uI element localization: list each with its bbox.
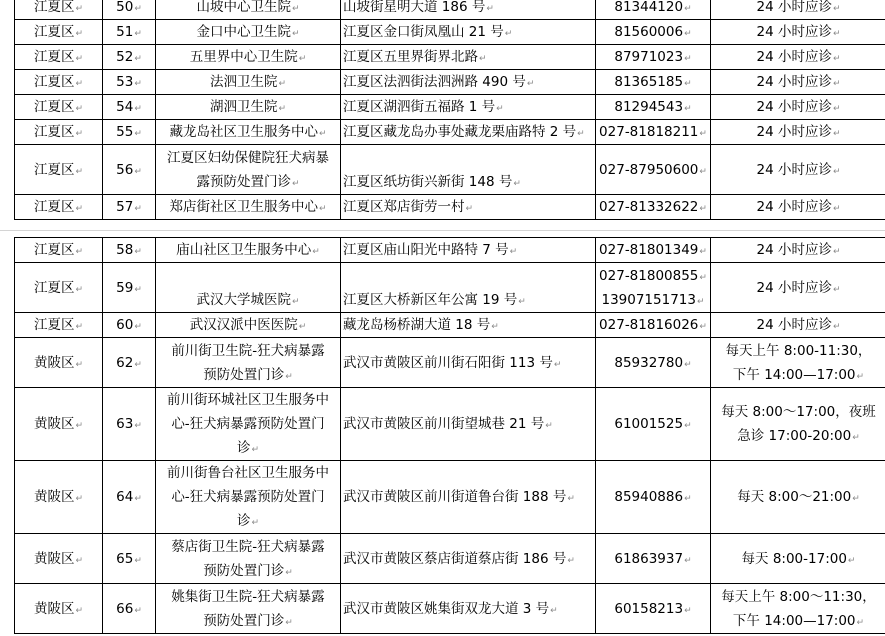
table-row [15, 195, 885, 220]
address-cell: 武汉市黄陂区前川街道鲁台街 188 号↵ [341, 461, 596, 534]
number-cell: 63↵ [103, 388, 156, 461]
district-cell: 黄陂区↵ [15, 388, 103, 461]
phone-cell: 85932780↵ [596, 338, 711, 388]
clinic-name-cell: 郑店街社区卫生服务中心↵ [156, 195, 341, 220]
district-cell: 江夏区↵ [15, 195, 103, 220]
phone-cell: 81365185↵ [596, 70, 711, 95]
address-cell: 武汉市黄陂区前川街望城巷 21 号↵ [341, 388, 596, 461]
phone-cell: 027-81332622↵ [596, 195, 711, 220]
clinic-name-cell: 法泗卫生院↵ [156, 70, 341, 95]
phone-cell: 60158213↵ [596, 584, 711, 634]
number-cell: 53↵ [103, 70, 156, 95]
table-row [15, 0, 885, 20]
address-cell: 江夏区郑店街劳一村↵ [341, 195, 596, 220]
number-cell: 57↵ [103, 195, 156, 220]
table-row [15, 145, 885, 195]
clinic-name-cell: 金口中心卫生院↵ [156, 20, 341, 45]
number-cell: 65↵ [103, 534, 156, 584]
clinic-name-cell: 藏龙岛社区卫生服务中心↵ [156, 120, 341, 145]
phone-cell: 027-81800855↵ 13907151713↵ [596, 263, 711, 313]
phone-cell: 61001525↵ [596, 388, 711, 461]
address-cell: 江夏区湖泗街五福路 1 号↵ [341, 95, 596, 120]
number-cell: 58↵ [103, 238, 156, 263]
district-cell: 江夏区↵ [15, 95, 103, 120]
clinic-name-cell: 武汉大学城医院↵ [156, 263, 341, 313]
number-cell: 60↵ [103, 313, 156, 338]
address-cell: 江夏区大桥新区年公寓 19 号↵ [341, 263, 596, 313]
table-row [15, 313, 885, 338]
district-cell: 黄陂区↵ [15, 461, 103, 534]
table-row [15, 338, 885, 388]
hours-cell: 24 小时应诊↵ [711, 120, 885, 145]
district-cell: 江夏区↵ [15, 0, 103, 20]
address-cell: 江夏区法泗街法泗洲路 490 号↵ [341, 70, 596, 95]
table-row [15, 45, 885, 70]
phone-cell: 027-81818211↵ [596, 120, 711, 145]
district-cell: 江夏区↵ [15, 238, 103, 263]
district-cell: 江夏区↵ [15, 263, 103, 313]
district-cell: 黄陂区↵ [15, 584, 103, 634]
table-row [15, 388, 885, 461]
hours-cell: 24 小时应诊↵ [711, 45, 885, 70]
clinic-name-cell: 山坡中心卫生院↵ [156, 0, 341, 20]
hours-cell: 24 小时应诊↵ [711, 145, 885, 195]
hours-cell: 24 小时应诊↵ [711, 263, 885, 313]
district-cell: 江夏区↵ [15, 120, 103, 145]
hours-cell: 24 小时应诊↵ [711, 20, 885, 45]
phone-cell: 027-87950600↵ [596, 145, 711, 195]
address-cell: 江夏区金口街凤凰山 21 号↵ [341, 20, 596, 45]
district-cell: 黄陂区↵ [15, 534, 103, 584]
number-cell: 66↵ [103, 584, 156, 634]
district-cell: 江夏区↵ [15, 145, 103, 195]
table-row [15, 263, 885, 313]
hours-cell: 24 小时应诊↵ [711, 238, 885, 263]
address-cell: 江夏区纸坊街兴新街 148 号↵ [341, 145, 596, 195]
number-cell: 51↵ [103, 20, 156, 45]
address-cell: 江夏区庙山阳光中路特 7 号↵ [341, 238, 596, 263]
district-cell: 江夏区↵ [15, 313, 103, 338]
number-cell: 59↵ [103, 263, 156, 313]
hours-cell: 每天上午 8:00～11:30， 下午 14:00—17:00↵ [711, 584, 885, 634]
table-row [15, 584, 885, 634]
hours-cell: 24 小时应诊↵ [711, 95, 885, 120]
number-cell: 52↵ [103, 45, 156, 70]
hours-cell: 24 小时应诊↵ [711, 70, 885, 95]
number-cell: 64↵ [103, 461, 156, 534]
clinic-name-cell: 江夏区妇幼保健院狂犬病暴 露预防处置门诊↵ [156, 145, 341, 195]
clinic-name-cell: 姚集街卫生院-狂犬病暴露 预防处置门诊↵ [156, 584, 341, 634]
phone-cell: 027-81801349↵ [596, 238, 711, 263]
hours-cell: 24 小时应诊↵ [711, 313, 885, 338]
district-cell: 江夏区↵ [15, 70, 103, 95]
phone-cell: 81344120↵ [596, 0, 711, 20]
hours-cell: 每天 8:00～21:00↵ [711, 461, 885, 534]
address-cell: 藏龙岛杨桥湖大道 18 号↵ [341, 313, 596, 338]
phone-cell: 61863937↵ [596, 534, 711, 584]
clinic-name-cell: 庙山社区卫生服务中心↵ [156, 238, 341, 263]
address-cell: 山坡街星明大道 186 号↵ [341, 0, 596, 20]
phone-cell: 81560006↵ [596, 20, 711, 45]
hours-cell: 每天上午 8:00-11:30， 下午 14:00—17:00↵ [711, 338, 885, 388]
clinic-name-cell: 前川街环城社区卫生服务中 心-狂犬病暴露预防处置门 诊↵ [156, 388, 341, 461]
district-cell: 江夏区↵ [15, 45, 103, 70]
table-row [15, 95, 885, 120]
table-row [15, 461, 885, 534]
address-cell: 江夏区五里界街界北路↵ [341, 45, 596, 70]
hours-cell: 24 小时应诊↵ [711, 0, 885, 20]
phone-cell: 81294543↵ [596, 95, 711, 120]
address-cell: 武汉市黄陂区姚集街双龙大道 3 号↵ [341, 584, 596, 634]
hours-cell: 每天 8:00～17:00，夜班 急诊 17:00-20:00↵ [711, 388, 885, 461]
table-row [15, 238, 885, 263]
table-row [15, 534, 885, 584]
address-cell: 江夏区藏龙岛办事处藏龙栗庙路特 2 号↵ [341, 120, 596, 145]
hours-cell: 24 小时应诊↵ [711, 195, 885, 220]
number-cell: 50↵ [103, 0, 156, 20]
clinic-name-cell: 前川街鲁台社区卫生服务中 心-狂犬病暴露预防处置门 诊↵ [156, 461, 341, 534]
phone-cell: 87971023↵ [596, 45, 711, 70]
table-row [15, 20, 885, 45]
clinic-name-cell: 武汉汉派中医医院↵ [156, 313, 341, 338]
address-cell: 武汉市黄陂区前川街石阳街 113 号↵ [341, 338, 596, 388]
phone-cell: 85940886↵ [596, 461, 711, 534]
clinic-table-top [14, 0, 885, 220]
clinic-name-cell: 湖泗卫生院↵ [156, 95, 341, 120]
clinic-table-bottom [14, 237, 885, 634]
address-cell: 武汉市黄陂区蔡店街道蔡店街 186 号↵ [341, 534, 596, 584]
number-cell: 55↵ [103, 120, 156, 145]
district-cell: 黄陂区↵ [15, 338, 103, 388]
clinic-name-cell: 蔡店街卫生院-狂犬病暴露 预防处置门诊↵ [156, 534, 341, 584]
number-cell: 62↵ [103, 338, 156, 388]
table-row [15, 120, 885, 145]
clinic-name-cell: 五里界中心卫生院↵ [156, 45, 341, 70]
phone-cell: 027-81816026↵ [596, 313, 711, 338]
number-cell: 54↵ [103, 95, 156, 120]
number-cell: 56↵ [103, 145, 156, 195]
hours-cell: 每天 8:00-17:00↵ [711, 534, 885, 584]
table-row [15, 70, 885, 95]
clinic-name-cell: 前川街卫生院-狂犬病暴露 预防处置门诊↵ [156, 338, 341, 388]
district-cell: 江夏区↵ [15, 20, 103, 45]
